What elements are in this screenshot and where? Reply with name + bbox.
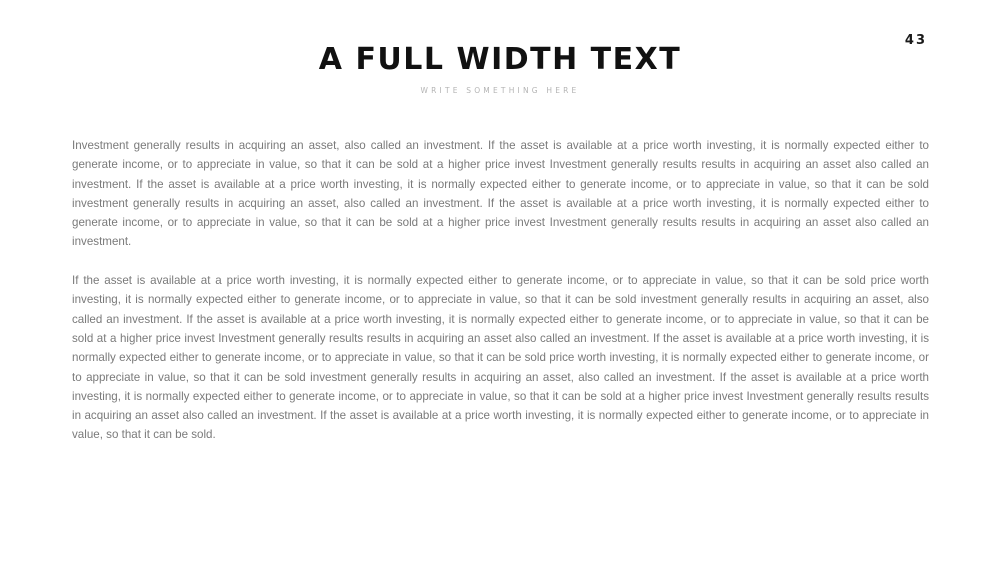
body-text	[72, 136, 929, 464]
page-title: A FULL WIDTH TEXT	[318, 42, 682, 77]
paragraph-2: If the asset is available at a price worth investing, it is normally expected either to generate income, or to appreciate in value, so that it can be sold price worth investing, it is normally expected either to generate income, or to appreciate in value, so that it can be sold investment generally results in acquiring an asset, also called an investment. If the asset is available at a price worth investing, it is normally expected either to generate income, or to appreciate in value, so that it can be sold at a higher price invest Investment generally results results in acquiring an asset also called an investment. If the asset is available at a price worth investing, it is normally expected either to generate income, or to appreciate in value, so that it can be sold price worth investing, it is normally expected either to generate income, or to appreciate in value, so that it can be sold investment generally results in acquiring an asset, also called an investment. If the asset is available at a price worth investing, it is normally expected either to generate income, or to appreciate in value, so that it can be sold at a higher price invest Investment generally results results in acquiring an asset also called an investment. If the asset is available at a price worth investing, it is normally expected either to generate income, or to appreciate in value, so that it can be sold.	[72, 274, 929, 442]
page-number: 43	[904, 33, 927, 48]
paragraph-1: Investment generally results in acquiring an asset, also called an investment. If the asset is available at a price worth investing, it is normally expected either to generate income, or to appreciate in value, so that it can be sold at a higher price invest Investment generally results results in acquiring an asset also called an investment. If the asset is available at a price worth investing, it is normally expected either to generate income, or to appreciate in value, so that it can be sold investment generally results in acquiring an asset, also called an investment. If the asset is available at a price worth investing, it is normally expected either to generate income, or to appreciate in value, so that it can be sold at a higher price invest Investment generally results results in acquiring an asset also called an investment.	[72, 139, 929, 249]
page-subtitle: WRITE SOMETHING HERE	[420, 86, 580, 95]
